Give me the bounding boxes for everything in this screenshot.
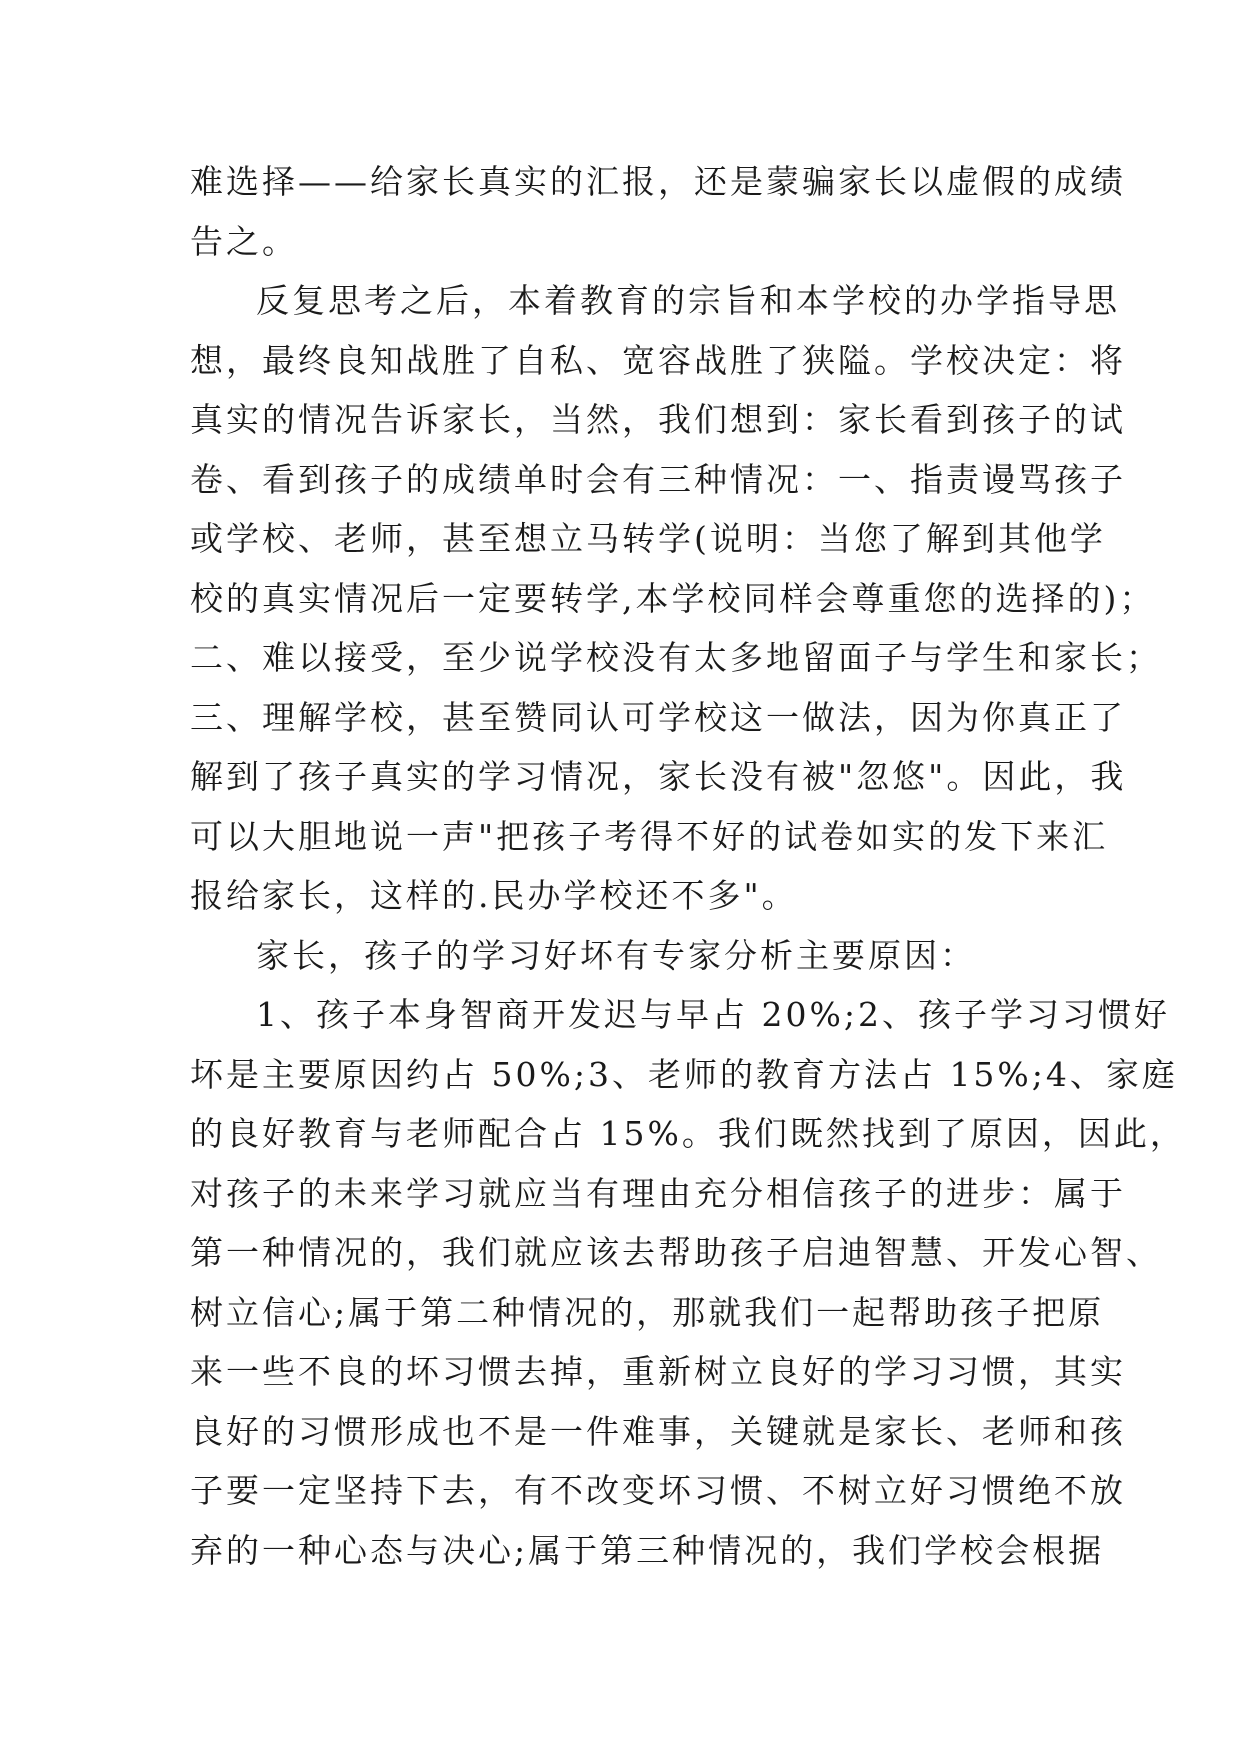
document-body [190,152,1186,1580]
text-line: 来一些不良的坏习惯去掉，重新树立良好的学习习惯，其实 [190,1352,1126,1391]
text-line: 对孩子的未来学习就应当有理由充分相信孩子的进步：属于 [190,1173,1126,1213]
text-line: 第一种情况的，我们就应该去帮助孩子启迪智慧、开发心智、 [190,1233,1162,1272]
text-line: 1、孩子本身智商开发迟与早占 20%;2、孩子学习习惯好 [256,995,1170,1034]
text-line: 可以大胆地说一声"把孩子考得不好的试卷如实的发下来汇 [190,816,1109,856]
text-line: 真实的情况告诉家长，当然，我们想到：家长看到孩子的试 [190,400,1126,439]
text-line: 坏是主要原因约占 50%;3、老师的教育方法占 15%;4、家庭 [190,1054,1178,1094]
text-line: 想，最终良知战胜了自私、宽容战胜了狭隘。学校决定：将 [190,340,1126,380]
text-line: 家长，孩子的学习好坏有专家分析主要原因： [256,935,976,975]
text-line: 解到了孩子真实的学习情况，家长没有被"忽悠"。因此，我 [190,757,1127,796]
text-line: 难选择——给家长真实的汇报，还是蒙骗家长以虚假的成绩 [190,162,1126,201]
text-line: 良好的习惯形成也不是一件难事，关键就是家长、老师和孩 [190,1411,1126,1451]
text-line: 弃的一种心态与决心;属于第三种情况的，我们学校会根据 [190,1530,1105,1570]
text-line: 校的真实情况后一定要转学,本学校同样会尊重您的选择的)； [190,578,1156,618]
text-line: 报给家长，这样的.民办学校还不多"。 [190,876,798,915]
text-line: 三、理解学校，甚至赞同认可学校这一做法，因为你真正了 [190,697,1126,737]
text-line: 告之。 [190,221,298,261]
text-line: 二、难以接受，至少说学校没有太多地留面子与学生和家长； [190,638,1162,677]
text-line: 子要一定坚持下去，有不改变坏习惯、不树立好习惯绝不放 [190,1471,1126,1510]
text-line: 的良好教育与老师配合占 15%。我们既然找到了原因，因此， [190,1114,1186,1153]
text-line: 反复思考之后，本着教育的宗旨和本学校的办学指导思 [256,281,1120,320]
text-line: 卷、看到孩子的成绩单时会有三种情况：一、指责谩骂孩子 [190,459,1126,499]
text-line: 树立信心;属于第二种情况的，那就我们一起帮助孩子把原 [190,1292,1105,1332]
text-line: 或学校、老师，甚至想立马转学(说明：当您了解到其他学 [190,519,1106,558]
